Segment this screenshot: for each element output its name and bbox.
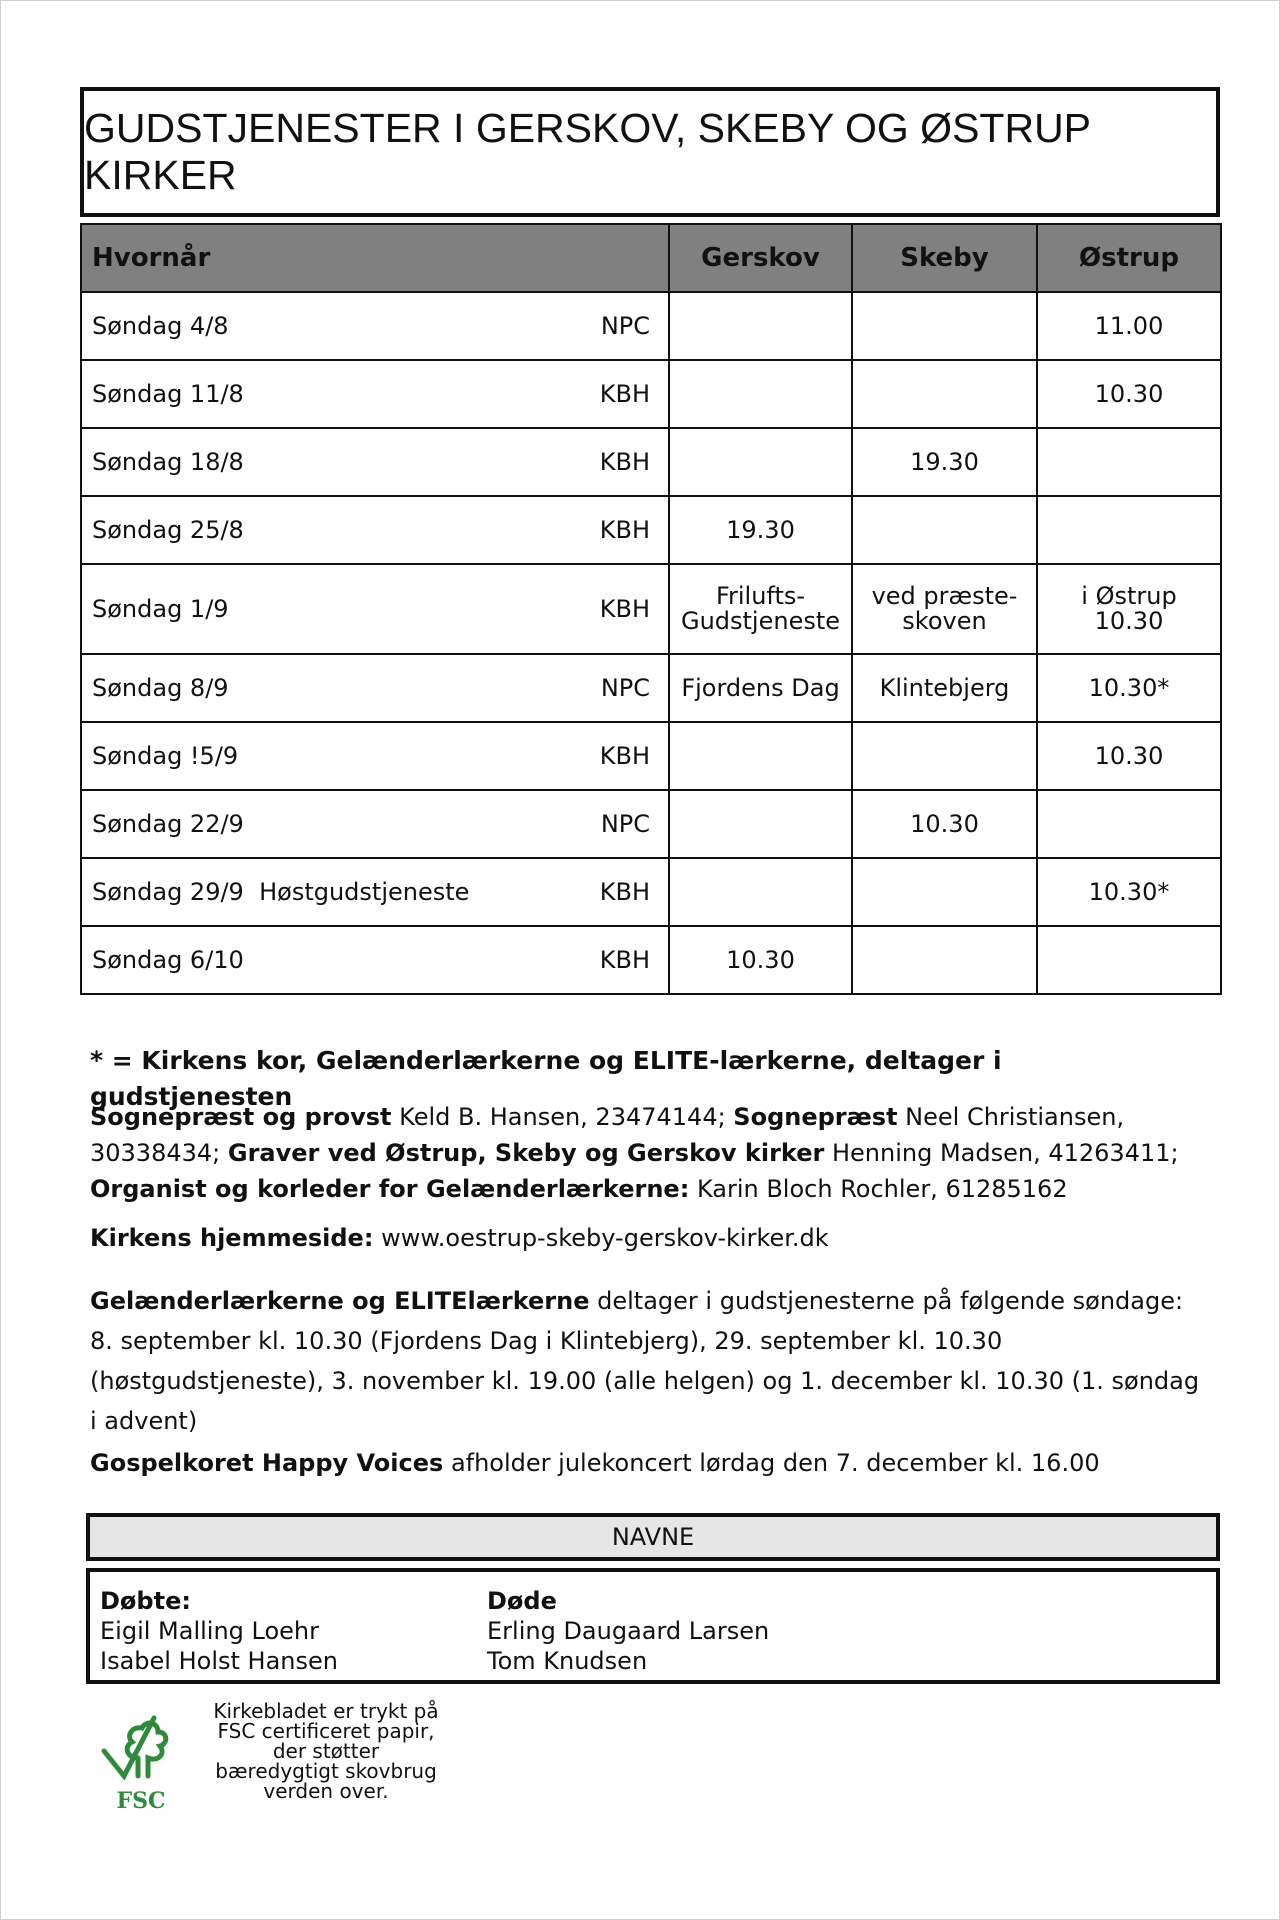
baptized-column (100, 1586, 338, 1676)
baptized-name: Eigil Malling Loehr (100, 1617, 319, 1645)
fsc-note: Kirkebladet er trykt på FSC certificeret papir, der støtter bæredygtigt skovbrug verden over. (213, 1699, 439, 1803)
service-day: Søndag 6/10 (92, 945, 244, 974)
cell-when (81, 564, 669, 654)
cell-ostrup (1037, 790, 1221, 858)
contact-label: Graver ved Østrup, Skeby og Gerskov kirker (227, 1139, 825, 1167)
priest-initials: KBH (599, 741, 650, 770)
service-day: Søndag 22/9 (92, 809, 244, 838)
cell-ostrup: i Østrup 10.30 (1037, 564, 1221, 654)
cell-gerskov: Fjordens Dag (669, 654, 852, 722)
priest-initials: NPC (600, 809, 650, 838)
cell-gerskov (669, 858, 852, 926)
cell-gerskov (669, 428, 852, 496)
cell-gerskov (669, 722, 852, 790)
service-day: Søndag 29/9 Høstgudstjeneste (92, 877, 470, 906)
fsc-logo-icon (96, 1706, 186, 1816)
header-skeby: Skeby (852, 224, 1037, 292)
cell-skeby (852, 722, 1037, 790)
cell-gerskov: 19.30 (669, 496, 852, 564)
page-title: GUDSTJENESTER I GERSKOV, SKEBY OG ØSTRUP KIRKER (84, 105, 1091, 198)
cell-ostrup (1037, 496, 1221, 564)
priest-initials: NPC (600, 673, 650, 702)
cell-when (81, 292, 669, 360)
table-row (81, 292, 1221, 360)
cell-gerskov (669, 360, 852, 428)
names-box (86, 1568, 1220, 1684)
priest-initials: KBH (599, 877, 650, 906)
table-row (81, 564, 1221, 654)
cell-skeby: 10.30 (852, 790, 1037, 858)
table-row (81, 496, 1221, 564)
service-day: Søndag 8/9 (92, 673, 229, 702)
service-day: Søndag 11/8 (92, 379, 244, 408)
cell-skeby: 19.30 (852, 428, 1037, 496)
table-row (81, 360, 1221, 428)
contacts (90, 1099, 1210, 1207)
cell-when (81, 722, 669, 790)
website-label: Kirkens hjemmeside: (90, 1224, 374, 1252)
service-day: Søndag 4/8 (92, 311, 229, 340)
names-heading: NAVNE (611, 1523, 695, 1551)
cell-ostrup: 10.30 (1037, 722, 1221, 790)
schedule-header-row (81, 224, 1221, 292)
cell-ostrup: 10.30* (1037, 654, 1221, 722)
cell-gerskov: 10.30 (669, 926, 852, 994)
cell-when (81, 926, 669, 994)
title-box (80, 87, 1220, 217)
cell-skeby: Klintebjerg (852, 654, 1037, 722)
names-heading-box (86, 1513, 1220, 1561)
table-row (81, 926, 1221, 994)
schedule-table (80, 223, 1222, 995)
cell-when (81, 428, 669, 496)
cell-skeby (852, 292, 1037, 360)
contact-label: Organist og korleder for Gelænderlærkerne: (90, 1175, 690, 1203)
choir-label: Gelænderlærkerne og ELITElærkerne (90, 1287, 590, 1315)
contact-value: Neel Christiansen, 30338434; (90, 1103, 1125, 1167)
service-day: Søndag 18/8 (92, 447, 244, 476)
service-day: Søndag 1/9 (92, 594, 229, 623)
deceased-column (487, 1586, 769, 1676)
contact-label: Sognepræst (733, 1103, 898, 1131)
baptized-label: Døbte: (100, 1587, 191, 1615)
cell-gerskov: Frilufts- Gudstjeneste (669, 564, 852, 654)
fsc-logo-text: FSC (116, 1788, 166, 1814)
schedule-body (81, 292, 1221, 994)
cell-gerskov (669, 292, 852, 360)
header-ostrup: Østrup (1037, 224, 1221, 292)
table-row (81, 428, 1221, 496)
cell-ostrup (1037, 428, 1221, 496)
gospel-label: Gospelkoret Happy Voices (90, 1449, 444, 1477)
priest-initials: KBH (599, 945, 650, 974)
header-when: Hvornår (81, 224, 669, 292)
cell-when (81, 360, 669, 428)
cell-skeby (852, 858, 1037, 926)
priest-initials: KBH (599, 594, 650, 623)
cell-when (81, 858, 669, 926)
cell-skeby: ved præste- skoven (852, 564, 1037, 654)
deceased-name: Erling Daugaard Larsen (487, 1617, 770, 1645)
cell-ostrup (1037, 926, 1221, 994)
cell-when (81, 654, 669, 722)
cell-skeby (852, 926, 1037, 994)
choir-paragraph (90, 1281, 1210, 1441)
deceased-name: Tom Knudsen (487, 1647, 648, 1675)
cell-gerskov (669, 790, 852, 858)
service-day: Søndag 25/8 (92, 515, 244, 544)
contact-value: Henning Madsen, 41263411; (824, 1139, 1179, 1167)
baptized-name: Isabel Holst Hansen (100, 1647, 338, 1675)
contact-value: Keld B. Hansen, 23474144; (391, 1103, 734, 1131)
priest-initials: KBH (599, 379, 650, 408)
table-row (81, 790, 1221, 858)
gospel-text: afholder julekoncert lørdag den 7. december kl. 16.00 (443, 1449, 1100, 1477)
priest-initials: KBH (599, 515, 650, 544)
contact-value: Karin Bloch Rochler, 61285162 (689, 1175, 1068, 1203)
choir-text: deltager i gudstjenesterne på følgende søndage: 8. september kl. 10.30 (Fjordens Dag i Klintebjerg), 29. september kl. 10.30 (høstgudstjeneste), 3. november kl. 19.00 (alle helgen) og 1. december kl. 10.30 (1. søndag i advent) (90, 1287, 1200, 1435)
table-row (81, 654, 1221, 722)
header-gerskov: Gerskov (669, 224, 852, 292)
service-day: Søndag !5/9 (92, 741, 239, 770)
cell-skeby (852, 496, 1037, 564)
website-line (90, 1220, 1210, 1256)
contact-label: Sognepræst og provst (90, 1103, 392, 1131)
table-row (81, 722, 1221, 790)
website-link[interactable]: www.oestrup-skeby-gerskov-kirker.dk (373, 1224, 829, 1252)
cell-skeby (852, 360, 1037, 428)
table-row (81, 858, 1221, 926)
footnote: * = Kirkens kor, Gelænderlærkerne og ELITE-lærkerne, deltager i gudstjenesten (90, 1046, 1002, 1111)
priest-initials: KBH (599, 447, 650, 476)
gospel-paragraph (90, 1445, 1210, 1481)
cell-ostrup: 11.00 (1037, 292, 1221, 360)
cell-ostrup: 10.30 (1037, 360, 1221, 428)
cell-when (81, 496, 669, 564)
cell-ostrup: 10.30* (1037, 858, 1221, 926)
cell-when (81, 790, 669, 858)
priest-initials: NPC (600, 311, 650, 340)
deceased-label: Døde (487, 1587, 557, 1615)
